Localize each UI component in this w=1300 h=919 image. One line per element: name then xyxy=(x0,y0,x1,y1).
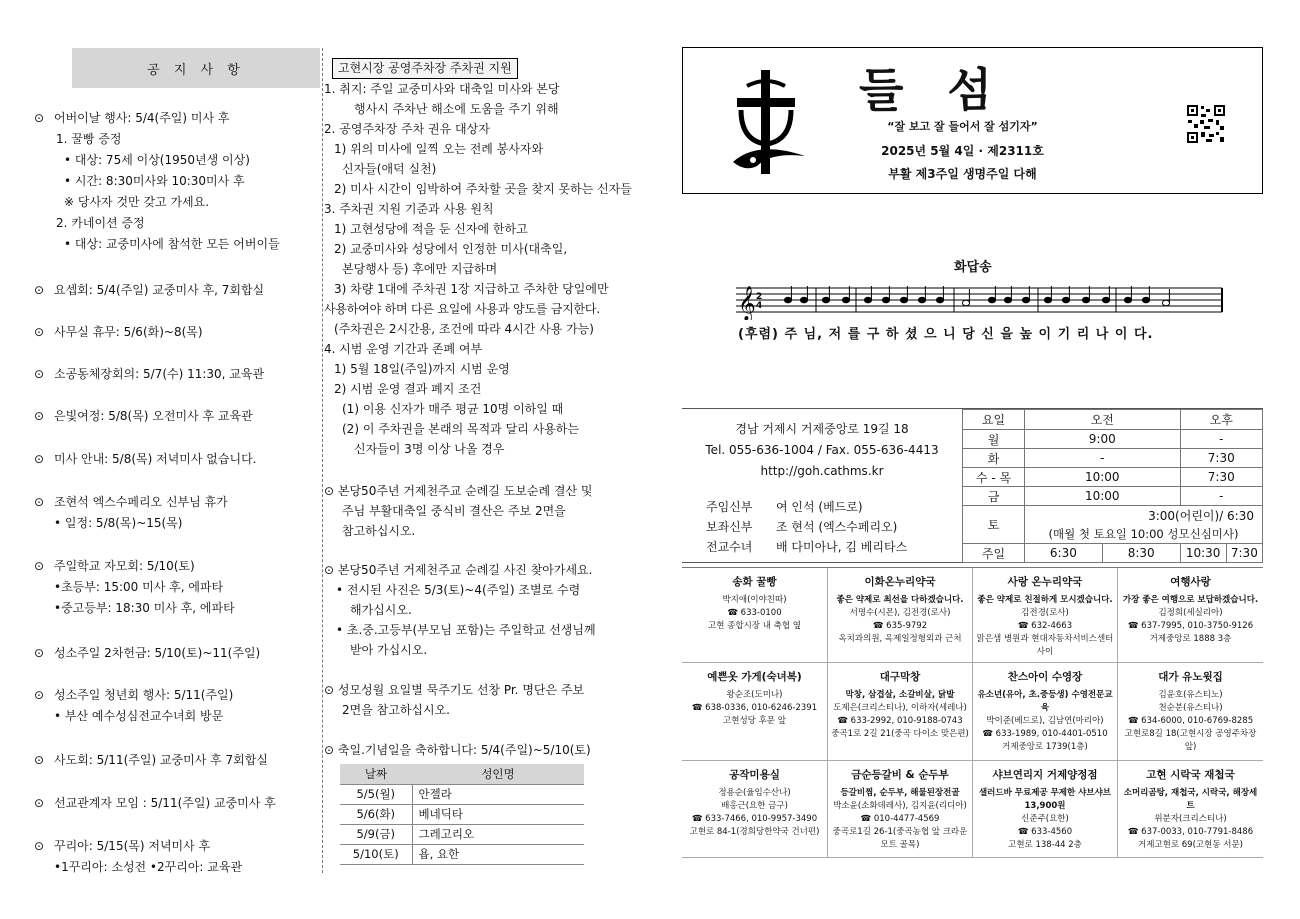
notice-title: 꾸리아: 5/15(목) 저녁미사 후 xyxy=(54,839,211,853)
notice-item xyxy=(34,322,326,343)
business-name: 여행사랑 xyxy=(1170,576,1211,588)
notice-title: 어버이날 행사: 5/4(주일) 미사 후 xyxy=(54,111,230,125)
business-detail: 고현로 84-1(경희당한약국 건너편) xyxy=(689,827,820,837)
business-detail: 고현로 138-44 2층 xyxy=(1008,840,1082,850)
business-detail: ☎ 633-7466, 010-9957-3490 xyxy=(691,814,818,824)
notice-item xyxy=(34,750,326,771)
saints-header-date: 날짜 xyxy=(340,764,412,784)
notice-item xyxy=(34,108,326,255)
business-detail: ☎ 632-4663 xyxy=(1017,621,1073,631)
note-head xyxy=(1142,297,1149,303)
mid-notice-detail: 해가십시오. xyxy=(350,603,412,617)
bullet-icon: ⊙ xyxy=(34,325,45,339)
note-head xyxy=(1022,297,1029,303)
notice-title: 주일학교 자모회: 5/10(토) xyxy=(54,559,195,573)
business-detail: ☎ 633-4560 xyxy=(1017,827,1073,837)
business-detail: 도제은(크리스티나), 이하자(세레나) xyxy=(833,703,967,713)
business-detail: ☎ 637-7995, 010-3750-9126 xyxy=(1127,621,1254,631)
business-detail: ☎ 634-6000, 010-6769-8285 xyxy=(1127,716,1254,726)
bullet-icon: ⊙ xyxy=(34,495,45,509)
bullet-icon: ⊙ xyxy=(34,796,45,810)
mass-day: 화 xyxy=(963,449,1025,468)
mid-notice-detail: • 초.중.고등부(부모님 포함)는 주일학교 선생님께 xyxy=(336,623,596,637)
business-detail: 김정희(세실리아) xyxy=(1158,608,1223,618)
mid-notice-detail: 받아 가십시오. xyxy=(350,643,428,657)
clergy-list xyxy=(706,497,907,557)
business-detail: 위분자(크리스티나) xyxy=(1154,814,1227,824)
mass-sat-pm: 3:00(어린이)/ 6:30 xyxy=(1025,506,1263,525)
note-head xyxy=(800,297,807,303)
parking-line: 2) 미사 시간이 임박하여 주차할 곳을 찾지 못하는 신자들 xyxy=(334,182,632,196)
mass-am: 10:00 xyxy=(1025,468,1181,487)
notice-item xyxy=(34,793,326,814)
mass-day: 주일 xyxy=(963,544,1025,563)
note-head xyxy=(822,297,829,303)
note-head xyxy=(988,297,995,303)
mass-header-pm: 오후 xyxy=(1180,410,1262,430)
business-name: 샤브연리지 거제양정점 xyxy=(992,769,1098,781)
parish-phone: Tel. 055-636-1004 / Fax. 055-636-4413 xyxy=(705,443,939,457)
business-name: 대가 유노윗집 xyxy=(1158,671,1223,683)
business-detail: 옥치과의원, 옥제일정형외과 근처 xyxy=(838,634,962,644)
saint-date: 5/5(월) xyxy=(340,784,412,804)
business-tagline: 소머리곰탕, 재첩국, 시락국, 해장세트 xyxy=(1123,788,1258,811)
notice-title: 사도회: 5/11(주일) 교중미사 후 7회합실 xyxy=(54,753,268,767)
masthead-title: 들 섬 xyxy=(859,63,1006,117)
business-tagline: 샐러드바 무료제공 무제한 샤브샤브 13,900원 xyxy=(978,788,1112,811)
mass-sun-time: 8:30 xyxy=(1102,544,1180,563)
saints-row xyxy=(340,784,584,804)
business-detail: 정용순(율임수산나) xyxy=(718,788,791,798)
saints-row xyxy=(340,804,584,824)
saint-name: 베네딕타 xyxy=(412,804,584,824)
note-head xyxy=(900,297,907,303)
mass-header-am: 오전 xyxy=(1025,410,1181,430)
parish-address-block xyxy=(682,419,962,482)
notice-detail: • 시간: 8:30미사와 10:30미사 후 xyxy=(64,174,245,188)
mid-notice-title: 축일.기념일을 축하합니다: 5/4(주일)~5/10(토) xyxy=(337,743,591,757)
notice-header: 공 지 사 항 xyxy=(72,48,320,88)
parking-line: 1) 5월 18일(주일)까지 시범 운영 xyxy=(334,362,510,376)
masthead-date: 2025년 5월 4일 · 제2311호 xyxy=(881,144,1044,158)
notice-item xyxy=(34,280,326,301)
clergy-name: 배 다미아나, 김 베리타스 xyxy=(776,540,908,554)
parking-line: (1) 이용 신자가 매주 평균 10명 이하일 때 xyxy=(342,402,564,416)
parking-line: (2) 이 주차권을 본래의 목적과 달리 사용하는 xyxy=(342,422,579,436)
business-tagline: 좋은 약제로 최선을 다하겠습니다. xyxy=(836,595,964,605)
bullet-icon: ⊙ xyxy=(34,688,45,702)
notice-item xyxy=(34,364,326,385)
notice-detail: • 일정: 5/8(목)~15(목) xyxy=(54,516,183,530)
mass-sun-time: 7:30 xyxy=(1226,544,1262,563)
business-tagline: 등갈비찜, 순두부, 해물된장전골 xyxy=(840,788,960,798)
note-head xyxy=(1004,297,1011,303)
notice-title: 사무실 휴무: 5/6(화)~8(목) xyxy=(54,325,203,339)
business-detail: 김윤호(유스티노) xyxy=(1158,690,1223,700)
notice-item xyxy=(34,643,326,664)
column-divider xyxy=(322,48,323,873)
business-card xyxy=(682,761,828,858)
note-head xyxy=(918,297,925,303)
parish-website[interactable]: http://goh.cathms.kr xyxy=(760,464,884,478)
mid-notice-detail: • 전시된 사진은 5/3(토)~4(주일) 조별로 수령 xyxy=(336,583,581,597)
hymn-lyrics: (후렴) 주 님, 저 를 구 하 셨 으 니 당 신 을 높 이 기 리 나 이 다. xyxy=(738,327,1154,342)
mass-day: 수 - 목 xyxy=(963,468,1025,487)
bullet-icon: ⊙ xyxy=(34,646,45,660)
business-card xyxy=(682,568,828,663)
notice-item xyxy=(34,836,326,878)
notice-detail: 1. 꿀빵 증정 xyxy=(56,132,122,146)
note-head xyxy=(1124,297,1131,303)
mass-am: 9:00 xyxy=(1025,430,1181,449)
mid-notice-item xyxy=(324,481,624,541)
notice-title: 은빛여정: 5/8(목) 오전미사 후 교육관 xyxy=(54,409,253,423)
bullet-icon: ⊙ xyxy=(324,484,338,498)
saint-date: 5/9(금) xyxy=(340,824,412,844)
business-name: 금순등갈비 & 순두부 xyxy=(851,769,949,781)
mass-sat-note: (매월 첫 토요일 10:00 성모신심미사) xyxy=(1025,525,1263,544)
business-detail: 고현성당 후문 앞 xyxy=(723,716,786,726)
parking-line: 3. 주차권 지원 기준과 사용 원칙 xyxy=(324,202,494,216)
bullet-icon: ⊙ xyxy=(34,283,45,297)
business-card xyxy=(828,761,973,858)
mid-notice-title: 본당50주년 거제천주교 순례길 사진 찾아가세요. xyxy=(337,563,593,577)
parking-line: 2. 공영주차장 주차 권유 대상자 xyxy=(324,122,490,136)
notice-title: 조현석 엑스수페리오 신부님 휴가 xyxy=(54,495,228,509)
notice-detail: • 부산 예수성심전교수녀회 방문 xyxy=(54,709,224,723)
parking-line: 신자들이 3명 이상 나올 경우 xyxy=(354,442,505,456)
mid-notice-title: 본당50주년 거제천주교 순례길 도보순례 결산 및 xyxy=(337,484,593,498)
business-card xyxy=(1118,761,1263,858)
bullet-icon: ⊙ xyxy=(34,452,45,466)
clergy-name: 조 현석 (엑스수페리오) xyxy=(776,520,898,534)
business-detail: ☎ 633-1989, 010-4401-0510 xyxy=(982,729,1108,739)
business-card xyxy=(682,663,828,761)
svg-text:4: 4 xyxy=(756,301,763,311)
notice-item xyxy=(34,449,326,470)
notice-detail: •중고등부: 18:30 미사 후, 에파타 xyxy=(54,601,235,615)
note-head xyxy=(1082,297,1089,303)
parking-line: 3) 차량 1대에 주차권 1장 지급하고 주차한 당일에만 xyxy=(334,282,609,296)
notice-item xyxy=(34,556,326,619)
business-name: 사랑 온누리약국 xyxy=(1007,576,1083,588)
music-notes xyxy=(784,286,1169,312)
masthead-subtitle: 부활 제3주일 생명주일 다해 xyxy=(888,167,1037,181)
business-name: 공작미용실 xyxy=(729,769,780,781)
business-detail: 신준주(요한) xyxy=(1021,814,1069,824)
bullet-icon: ⊙ xyxy=(34,839,45,853)
saint-date: 5/10(토) xyxy=(340,844,412,864)
business-detail: 거제중앙로 1739(1층) xyxy=(1002,742,1088,752)
note-head xyxy=(784,297,791,303)
clergy-name: 여 인석 (베드로) xyxy=(776,500,863,514)
mid-notice-detail: 2면을 참고하십시오. xyxy=(342,703,451,717)
clergy-role: 보좌신부 xyxy=(706,520,753,534)
note-head xyxy=(936,297,943,303)
note-head xyxy=(1044,297,1051,303)
business-detail: 박소윤(소화데레사), 김지윤(리디아) xyxy=(833,801,967,811)
business-detail: ☎ 633-0100 xyxy=(727,608,782,618)
business-detail: ☎ 635-9792 xyxy=(872,621,928,631)
parking-line: 2) 시범 운영 결과 폐지 조건 xyxy=(334,382,482,396)
business-detail: 서명수(시몬), 김전경(로사) xyxy=(849,608,951,618)
business-detail: ☎ 010-4477-4569 xyxy=(860,814,940,824)
business-detail: ☎ 637-0033, 010-7791-8486 xyxy=(1127,827,1254,837)
notice-detail: ※ 당사자 것만 갖고 가세요. xyxy=(64,195,210,209)
business-detail: 거제고현로 69(고현동 서문) xyxy=(1138,840,1243,850)
mass-pm: - xyxy=(1180,430,1262,449)
business-card xyxy=(828,663,973,761)
mass-sun-time: 6:30 xyxy=(1025,544,1103,563)
saint-name: 그레고리오 xyxy=(412,824,584,844)
bullet-icon: ⊙ xyxy=(34,753,45,767)
parking-line: 행사시 주차난 해소에 도움을 주기 위해 xyxy=(354,102,559,116)
mass-pm: 7:30 xyxy=(1180,468,1262,487)
mass-header-day: 요일 xyxy=(963,410,1025,430)
mass-schedule-table xyxy=(962,409,1263,563)
mid-notice-item xyxy=(324,740,624,760)
notice-title: 성소주일 2차헌금: 5/10(토)~11(주일) xyxy=(54,646,261,660)
parking-line: 신자들(애덕 실천) xyxy=(342,162,437,176)
mass-pm: - xyxy=(1180,487,1262,506)
business-name: 대구막창 xyxy=(879,671,921,683)
notice-title: 요셉회: 5/4(주일) 교중미사 후, 7회합실 xyxy=(54,283,265,297)
mid-notice-detail: 주님 부활대축일 중식비 결산은 주보 2면을 xyxy=(342,504,566,518)
business-card xyxy=(828,568,973,663)
bullet-icon: ⊙ xyxy=(324,683,338,697)
parking-lines xyxy=(324,79,632,459)
business-detail: ☎ 638-0336, 010-6246-2391 xyxy=(691,703,818,713)
masthead xyxy=(682,47,1263,194)
business-detail: 중곡1로 2길 21(중곡 다이소 맞은편) xyxy=(831,729,969,739)
business-detail: 배홍근(요한 금구) xyxy=(721,801,788,811)
mid-notice-item xyxy=(324,680,624,720)
bullet-icon: ⊙ xyxy=(324,563,338,577)
business-detail: 고현 종합시장 내 축협 옆 xyxy=(708,621,801,631)
notice-title: 성소주일 청년회 행사: 5/11(주일) xyxy=(54,688,234,702)
hymn-title: 화답송 xyxy=(954,260,992,275)
mid-notice-title: 성모성월 요일별 묵주기도 선창 Pr. 명단은 주보 xyxy=(337,683,585,697)
parish-info xyxy=(682,408,1263,563)
mass-day: 월 xyxy=(963,430,1025,449)
note-head xyxy=(1102,297,1109,303)
business-card xyxy=(973,761,1118,858)
business-detail: 박이준(베드로), 김남연(마리아) xyxy=(986,716,1104,726)
note-head xyxy=(882,297,889,303)
mass-pm: 7:30 xyxy=(1180,449,1262,468)
notice-detail: •초등부: 15:00 미사 후, 에파타 xyxy=(54,580,224,594)
notice-title: 미사 안내: 5/8(목) 저녁미사 없습니다. xyxy=(54,452,257,466)
parking-line: 4. 시범 운영 기간과 존폐 여부 xyxy=(324,342,483,356)
bullet-icon: ⊙ xyxy=(324,743,338,757)
business-detail: 천순분(유스티나) xyxy=(1158,703,1223,713)
mid-notice-item xyxy=(324,560,624,660)
saint-name: 욥, 요한 xyxy=(412,844,584,864)
business-tagline: 유소년(유아, 초.중등생) 수영전문교육 xyxy=(977,690,1113,713)
mass-day: 금 xyxy=(963,487,1025,506)
business-card xyxy=(1118,568,1263,663)
svg-text:2: 2 xyxy=(756,292,763,302)
notice-detail: • 대상: 75세 이상(1950년생 이상) xyxy=(64,153,250,167)
bullet-icon: ⊙ xyxy=(34,409,45,423)
notice-item xyxy=(34,406,326,427)
business-detail: 거제중앙로 1888 3층 xyxy=(1149,634,1232,644)
notice-column xyxy=(30,48,320,88)
parking-line: 본당행사 등) 후에만 지급하며 xyxy=(342,262,498,276)
business-detail: 왕순조(도미나) xyxy=(726,690,783,700)
business-detail: 고현로8길 18(고현시장 공영주차장 앞) xyxy=(1124,729,1257,752)
note-head xyxy=(842,297,849,303)
business-tagline: 가장 좋은 여행으로 보답하겠습니다. xyxy=(1122,595,1259,605)
notice-item xyxy=(34,492,326,534)
business-detail: 김전경(로사) xyxy=(1021,608,1069,618)
business-name: 이화온누리약국 xyxy=(864,576,936,588)
saints-header-name: 성인명 xyxy=(412,764,584,784)
note-head xyxy=(1162,300,1169,306)
business-name: 예쁜옷 가게(숙녀복) xyxy=(707,671,802,683)
music-staff xyxy=(736,280,1226,320)
business-name: 찬스아이 수영장 xyxy=(1007,671,1083,683)
business-directory xyxy=(682,567,1263,857)
saints-table xyxy=(340,764,584,865)
saint-name: 안젤라 xyxy=(412,784,584,804)
parking-line: 1) 위의 미사에 일찍 오는 전례 봉사자와 xyxy=(334,142,544,156)
parking-line: 2) 교중미사와 성당에서 인정한 미사(대축일, xyxy=(334,242,568,256)
business-card xyxy=(973,568,1118,663)
business-name: 고현 시락국 재첩국 xyxy=(1146,769,1235,781)
clergy-role: 주임신부 xyxy=(706,500,753,514)
saint-date: 5/6(화) xyxy=(340,804,412,824)
note-head xyxy=(962,300,969,306)
treble-clef-icon: 𝄞 xyxy=(738,286,756,320)
notice-detail: •1꾸리아: 소성전 •2꾸리아: 교육관 xyxy=(54,860,243,874)
business-detail: 박지애(이야친따) xyxy=(722,595,787,605)
masthead-motto: “잘 보고 잘 들어서 잘 섬기자” xyxy=(887,120,1038,133)
qr-code-icon[interactable] xyxy=(1186,104,1226,144)
bullet-icon: ⊙ xyxy=(34,111,45,125)
business-name: 송화 꿀빵 xyxy=(732,576,777,588)
saints-row xyxy=(340,824,584,844)
note-head xyxy=(864,297,871,303)
notice-detail: 2. 카네이션 증정 xyxy=(56,216,145,230)
parish-address: 경남 거제시 거제중앙로 19길 18 xyxy=(735,422,909,436)
saints-row xyxy=(340,844,584,864)
bullet-icon: ⊙ xyxy=(34,559,45,573)
bullet-icon: ⊙ xyxy=(34,367,45,381)
note-head xyxy=(1062,297,1069,303)
business-detail: ☎ 633-2992, 010-9188-0743 xyxy=(837,716,963,726)
notice-detail: • 대상: 교중미사에 참석한 모든 어버이들 xyxy=(64,237,280,251)
business-tagline: 좋은 약제로 친절하게 모시겠습니다. xyxy=(977,595,1113,605)
mass-day: 토 xyxy=(963,506,1025,544)
business-detail: 맑은샘 병원과 현대자동차서비스센터 사이 xyxy=(976,634,1114,657)
mid-notice-detail: 참고하십시오. xyxy=(342,524,416,538)
mass-sun-time: 10:30 xyxy=(1180,544,1226,563)
parking-line: 사용하여야 하며 다른 요일에 사용과 양도를 금지한다. xyxy=(324,302,600,316)
business-detail: 중곡로1길 26-1(중곡농협 앞 크라운모트 골목) xyxy=(832,827,968,850)
parking-section xyxy=(324,58,632,459)
notice-title: 선교관계자 모임 : 5/11(주일) 교중미사 후 xyxy=(54,796,276,810)
parking-line: 1) 고현성당에 적을 둔 신자에 한하고 xyxy=(334,222,528,236)
parking-title: 고현시장 공영주차장 주차권 지원 xyxy=(332,58,518,79)
business-card xyxy=(1118,663,1263,761)
notice-item xyxy=(34,685,326,727)
business-card xyxy=(973,663,1118,761)
parking-line: (주차권은 2시간용, 조건에 따라 4시간 사용 가능) xyxy=(334,322,594,336)
parking-line: 1. 취지: 주일 교중미사와 대축일 미사와 본당 xyxy=(324,82,560,96)
mass-am: 10:00 xyxy=(1025,487,1181,506)
notice-title: 소공동체장회의: 5/7(수) 11:30, 교육관 xyxy=(54,367,265,381)
clergy-role: 전교수녀 xyxy=(706,540,753,554)
business-tagline: 막창, 삼겹살, 소갈비살, 닭발 xyxy=(845,690,955,700)
mass-am: - xyxy=(1025,449,1181,468)
